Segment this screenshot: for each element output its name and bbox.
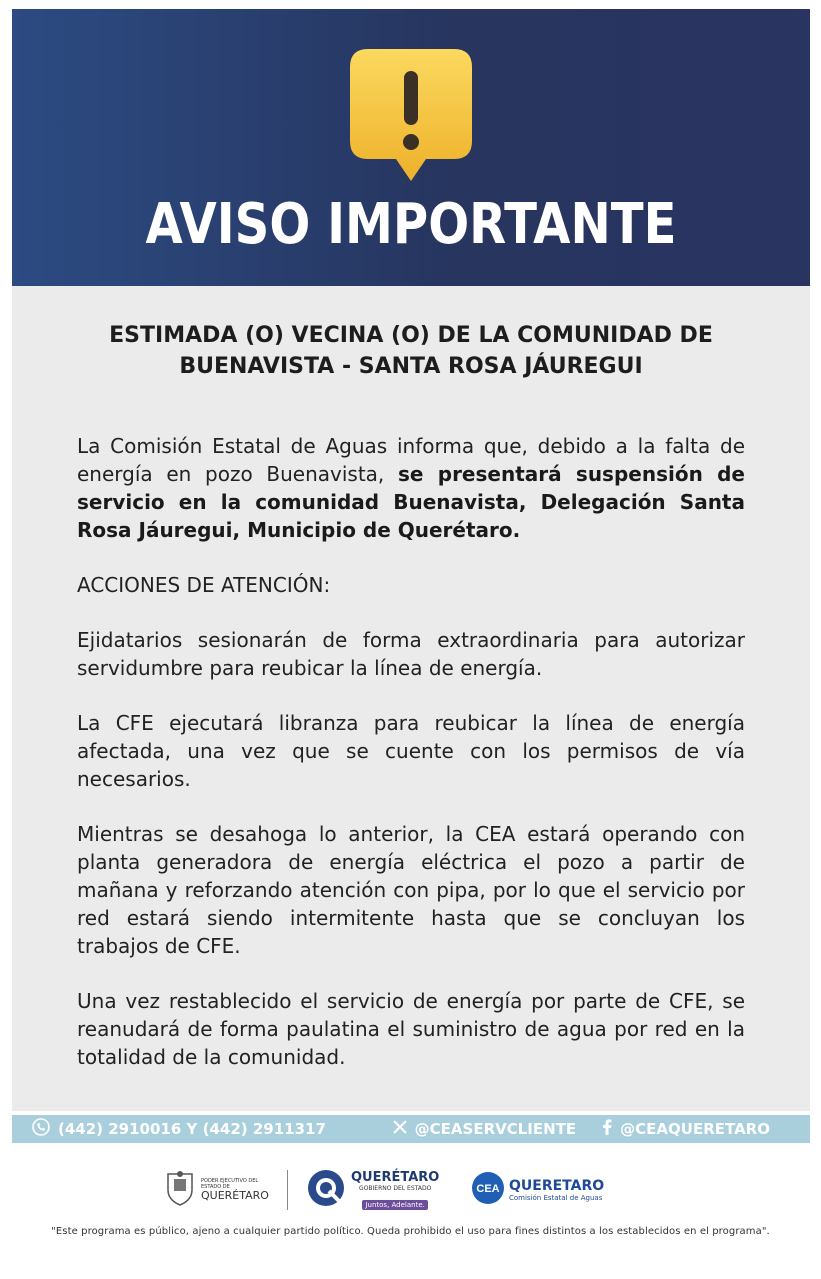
state-executive-logo bbox=[165, 1170, 275, 1210]
exclamation-speech-bubble-icon bbox=[350, 49, 472, 183]
svg-text:CEA: CEA bbox=[476, 1183, 500, 1195]
greeting-heading bbox=[72, 320, 750, 382]
greeting-line-2: BUENAVISTA - SANTA ROSA JÁUREGUI bbox=[179, 354, 643, 379]
facebook-handle-link[interactable]: @CEAQUERETARO bbox=[620, 1120, 770, 1138]
intro-bold-text: se presentará suspensión de servicio en la comunidad Buenavista, Delegación Santa Rosa Jáuregui, Municipio de Querétaro. bbox=[77, 462, 745, 542]
page-title: AVISO IMPORTANTE bbox=[145, 192, 677, 257]
state-executive-name: QUERÉTARO bbox=[201, 1189, 269, 1202]
government-q-icon bbox=[307, 1169, 345, 1211]
cea-subtitle: Comisión Estatal de Aguas bbox=[509, 1194, 603, 1202]
legal-disclaimer: "Este programa es público, ajeno a cualquier partido político. Queda prohibido el uso para fines distintos a los establecidos en el programa". bbox=[51, 1226, 770, 1237]
social-handles bbox=[393, 1115, 770, 1143]
government-name: QUERÉTARO bbox=[351, 1169, 440, 1185]
government-slogan: Juntos, Adelante. bbox=[362, 1200, 427, 1210]
coat-of-arms-icon bbox=[165, 1170, 195, 1210]
government-subtitle: GOBIERNO DEL ESTADO bbox=[359, 1184, 432, 1192]
notice-body bbox=[77, 432, 745, 1098]
paragraph-restoration: Una vez restablecido el servicio de energía por parte de CFE, se reanudará de forma paulatina el suministro de agua por red en la totalidad de la comunidad. bbox=[77, 989, 745, 1069]
phone-numbers[interactable]: (442) 2910016 Y (442) 2911317 bbox=[58, 1120, 326, 1138]
state-executive-small-text: PODER EJECUTIVO DEL ESTADO DE bbox=[201, 1178, 259, 1190]
paragraph-cfe: La CFE ejecutará libranza para reubicar la línea de energía afectada, una vez que se cuente con los permisos de vía necesarios. bbox=[77, 711, 745, 791]
paragraph-ejidatarios: Ejidatarios sesionarán de forma extraordinaria para autorizar servidumbre para reubicar la línea de energía. bbox=[77, 628, 745, 680]
logo-divider bbox=[287, 1170, 288, 1210]
facebook-icon bbox=[602, 1119, 612, 1139]
intro-text: La Comisión Estatal de Aguas informa que, debido a la falta de energía en pozo Buenavista, bbox=[77, 434, 745, 486]
phone-icon bbox=[32, 1118, 50, 1140]
notice-content bbox=[12, 286, 810, 1111]
paragraph-cea-operation: Mientras se desahoga lo anterior, la CEA estará operando con planta generadora de energía eléctrica el pozo a partir de mañana y reforzando atención con pipa, por lo que el servicio por red estará siendo intermitente hasta que se concluyan los trabajos de CFE. bbox=[77, 822, 745, 958]
header-banner bbox=[12, 9, 810, 286]
actions-subheading: ACCIONES DE ATENCIÓN: bbox=[77, 573, 331, 597]
cea-logo bbox=[471, 1170, 606, 1210]
contact-bar bbox=[12, 1115, 810, 1143]
x-icon bbox=[393, 1120, 407, 1138]
logos-footer bbox=[0, 1160, 821, 1220]
state-government-logo bbox=[307, 1168, 447, 1212]
greeting-line-1: ESTIMADA (O) VECINA (O) DE LA COMUNIDAD DE bbox=[109, 323, 713, 348]
paragraph-intro bbox=[77, 432, 745, 544]
x-handle-link[interactable]: @CEASERVCLIENTE bbox=[414, 1120, 577, 1138]
cea-name: QUERETARO bbox=[509, 1178, 605, 1194]
cea-drop-icon bbox=[471, 1171, 505, 1209]
phone-contact bbox=[32, 1115, 326, 1143]
